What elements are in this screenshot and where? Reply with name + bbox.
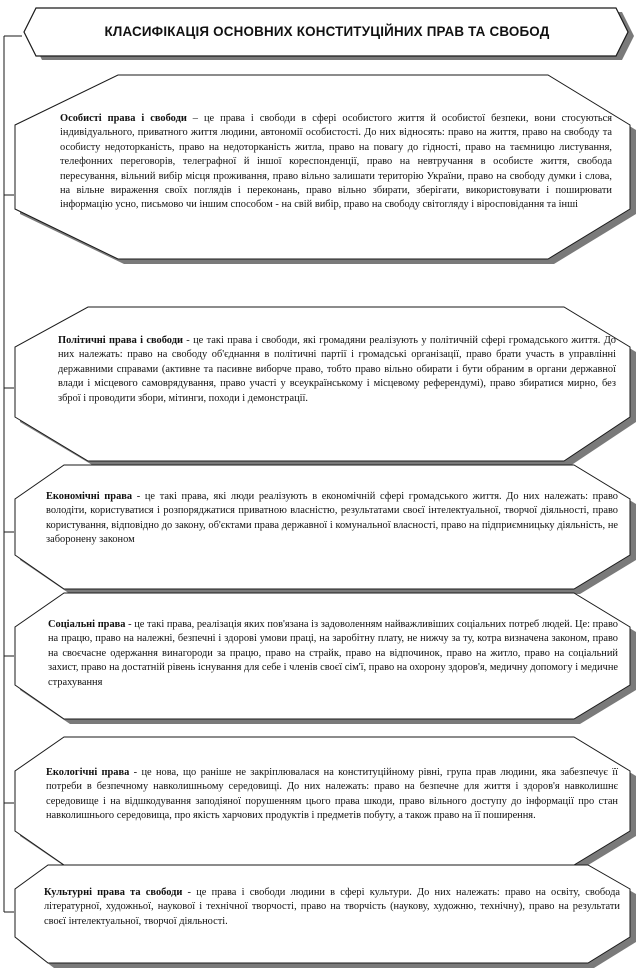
personal-rights-text — [60, 112, 612, 258]
political-rights-text — [58, 334, 616, 434]
political-rights-description: - це такі права і свободи, які громадяни реалізують у політичній сфері громадського життя. До них належать: право на свободу об'єднання в політичні партії і громадські організації, право брати участь в управлінні державними справами (активне та пасивне виборче право, тобто право вільно обирати і бути обраним в органи державної влади і місцевого самоврядування, право участі у всеукраїнському і місцевому референдумі), право збиратися мирно, без зброї і проводити збори, мітинги, походи і демонстрації. — [58, 335, 616, 404]
ecological-rights-description: - це нова, що раніше не закріплювалася на конституційному рівні, група прав людини, яка забезпечує її потреби в безпечному навколишньому середовищі. До них належать: право на безпечне для життя і здоров'я навколишнє середовище і на відшкодування заподіяної порушенням цього права шкоди, право вільного доступу до інформації про стан навколишнього середовища, про якість харчових продуктів і предметів побуту, а також право на її поширення. — [46, 767, 618, 822]
cultural-rights-box — [14, 864, 636, 968]
personal-rights-description: – це права і свободи в сфері особистого життя й особистої безпеки, вони стосуються індивідуального, приватного життя людини, автономії особистості. До них відносять: право на життя, право на свободу та особисту недоторканість, право на недоторканість житла, право на повагу до гідності, право на таємницю листування, телефонних переговорів, телеграфної й іншої кореспонденції, право на невтручання в особисте життя, свобода пересування, вільний вибір місця проживання, право вільно залишати територію України, право на свободу думки і слова, на вільне вираження своїх поглядів і переконань, право вільно збирати, зберігати, використовувати і поширювати інформацію усно, письмово чи іншим способом - на свій вибір, право на свободу світогляду і віросповідання та інші — [60, 113, 612, 211]
cultural-rights-text — [44, 886, 620, 958]
political-rights-term: Політичні права і свободи — [58, 335, 183, 346]
economic-rights-term: Економічні права — [46, 491, 133, 502]
cultural-rights-term: Культурні права та свободи — [44, 887, 183, 898]
economic-rights-description: - це такі права, які люди реалізують в економічній сфері громадського життя. До них належать: право володіти, користуватися і розпоряджатися приватною власністю, результатами своєї інтелектуальної, творчої діяльності, право користування, відповідно до закону, об'єктами права державної і комунальної власності, право на підприємницьку діяльність, не заборонену законом — [46, 491, 618, 546]
ecological-rights-term: Екологічні права — [46, 767, 130, 778]
ecological-rights-text — [46, 766, 618, 854]
cultural-rights-description: - це права і свободи людини в сфері культури. До них належать: право на освіту, свобода літературної, художньої, наукової і технічної творчості, право на творчість (наукову, художню, технічну), право на результати своєї інтелектуальної, творчої діяльності. — [44, 887, 620, 927]
page-title: КЛАСИФІКАЦІЯ ОСНОВНИХ КОНСТИТУЦІЙНИХ ПРАВ ТА СВОБОД — [104, 23, 550, 39]
social-rights-term: Соціальні права — [48, 619, 126, 630]
social-rights-description: - це такі права, реалізація яких пов'язана із задоволенням найважливіших соціальних потреб людей. Це: право на працю, право на належні, безпечні і здорові умови праці, на заробітну плату, не нижчу за ту, котра визначена законом, право на своєчасне одержання винагороди за працю, право на страйк, право на відпочинок, право на житло, право на соціальний захист, право на достатній рівень існування для себе і членів своєї сім'ї, право на охорону здоров'я, медичну допомогу і медичне страхування — [48, 619, 618, 688]
political-rights-box — [14, 306, 636, 466]
personal-rights-box — [14, 74, 636, 264]
ecological-rights-box — [14, 736, 636, 870]
economic-rights-text — [46, 490, 618, 564]
classification-title-box — [22, 6, 634, 60]
social-rights-text — [48, 618, 618, 704]
personal-rights-term: Особисті права і свободи — [60, 113, 187, 124]
social-rights-box — [14, 592, 636, 724]
economic-rights-box — [14, 464, 636, 594]
